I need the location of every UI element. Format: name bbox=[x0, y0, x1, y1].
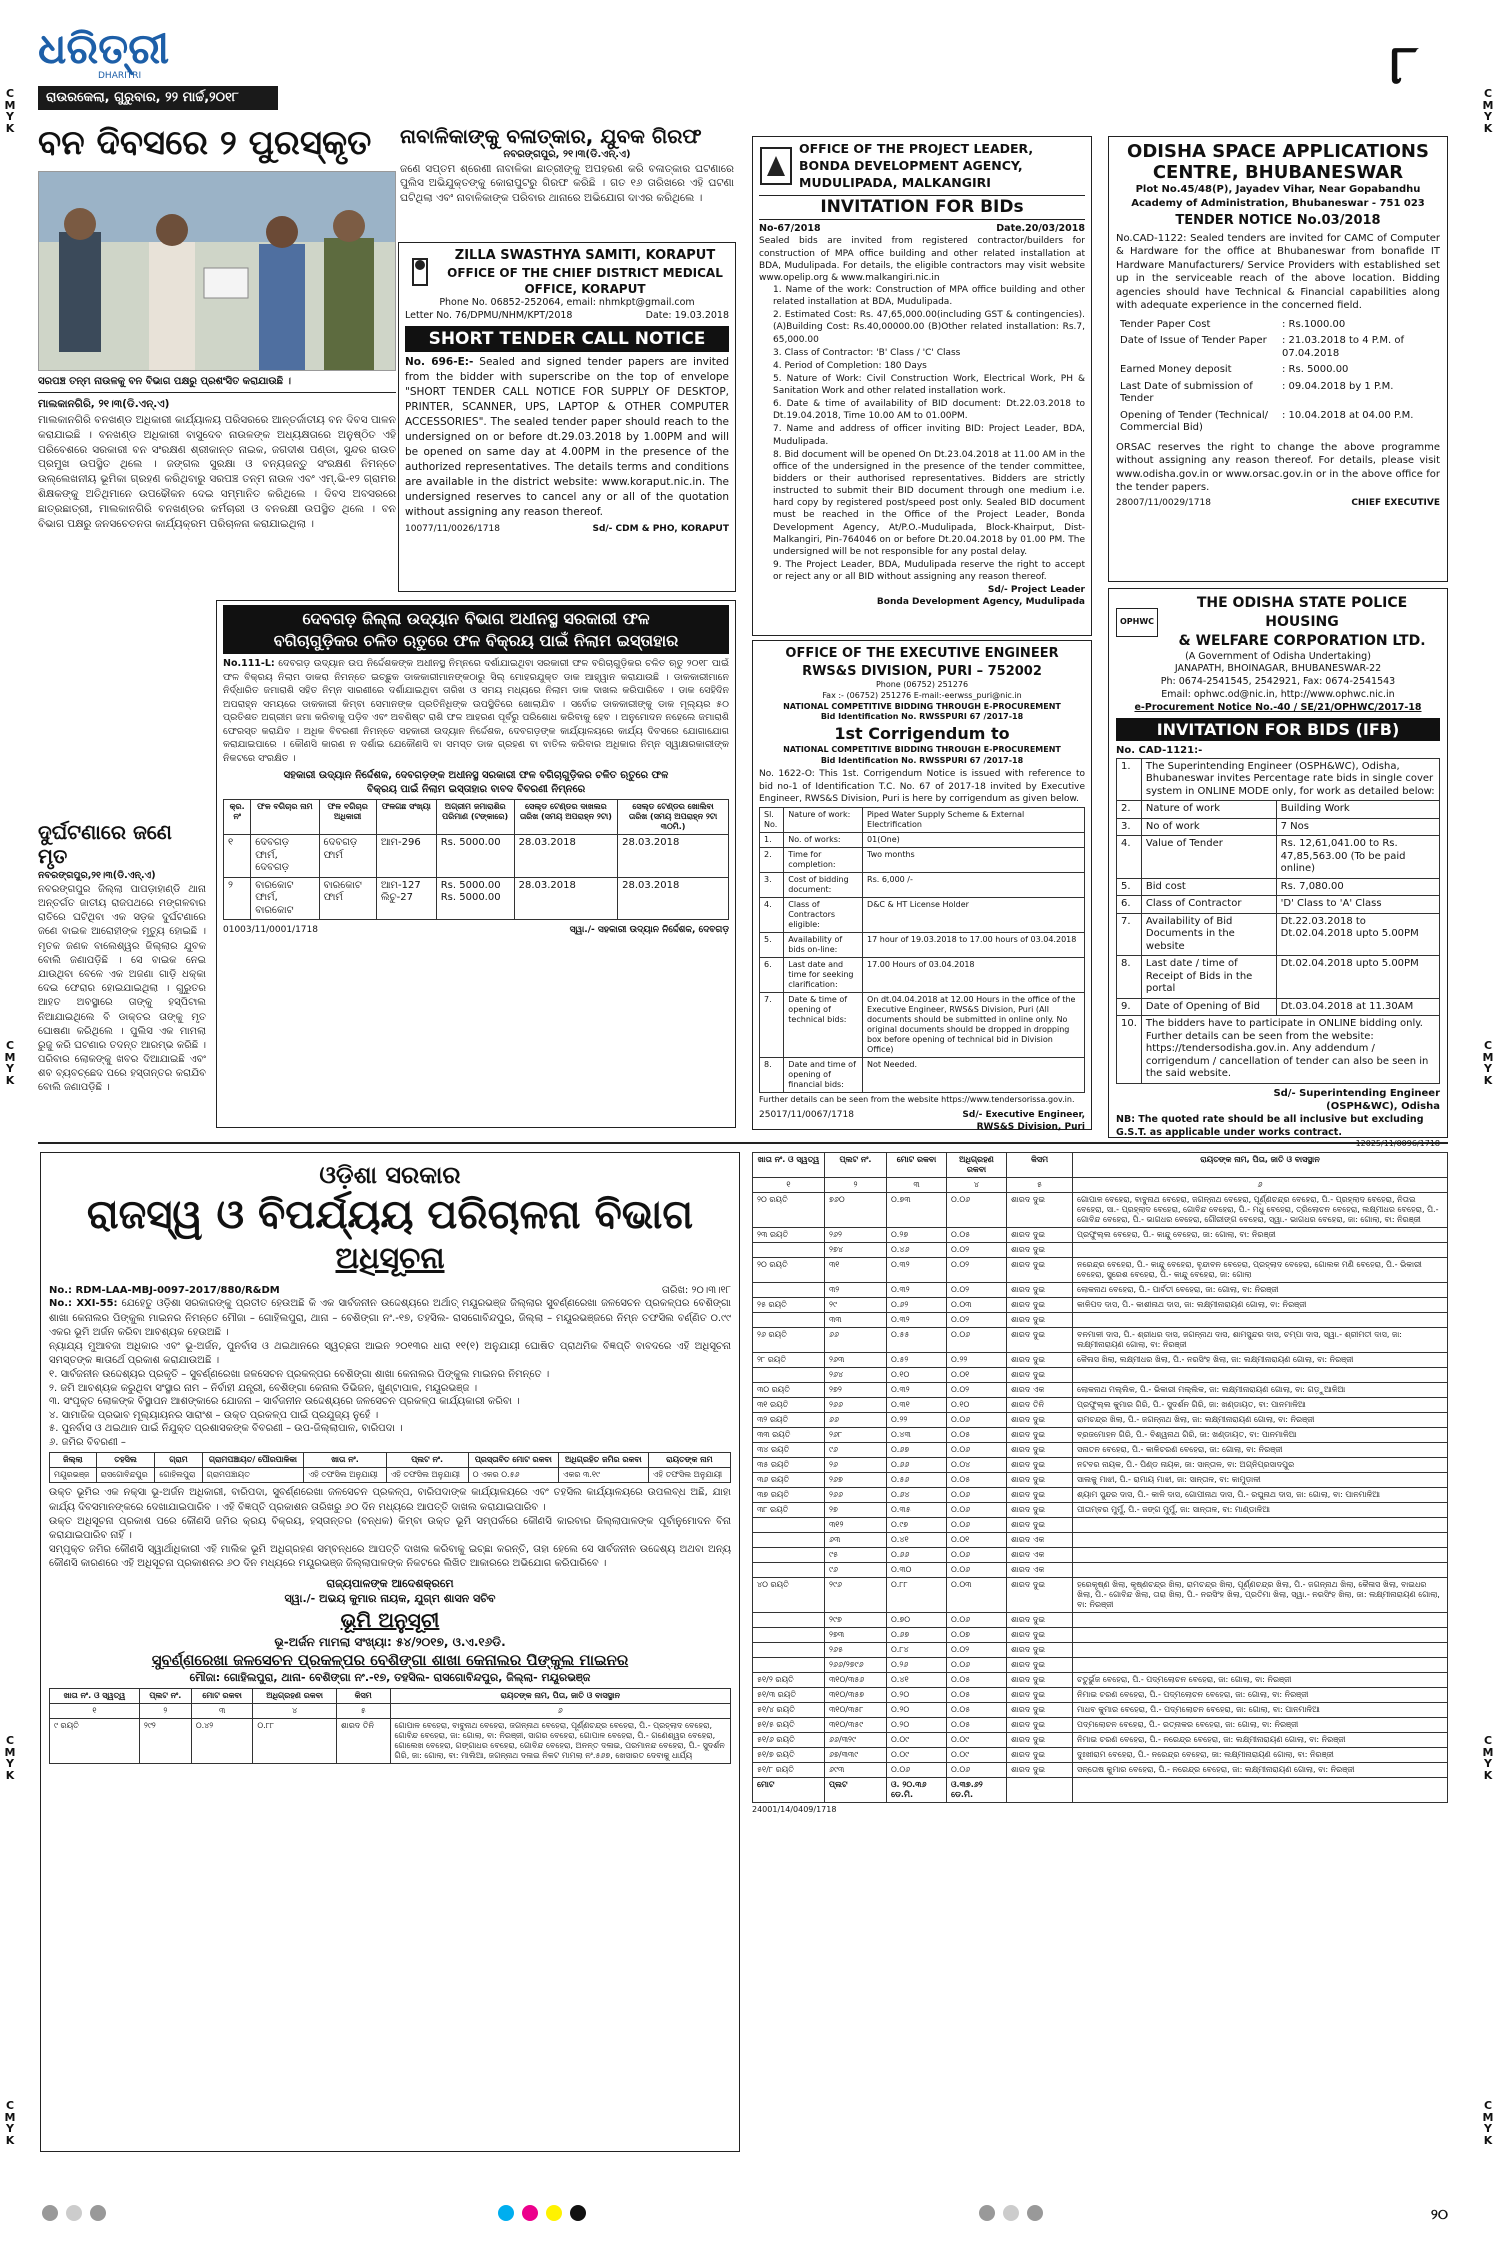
table-row: ୨୬୬/୨୭୯୬ ୦.୨୬ ୦.୦୬ ଶାରଦ ଦୁଇ bbox=[753, 1658, 1448, 1673]
table-row: ୫୧/୭ ରୟତି ୬୭/୩୩୯ ୦.୦୯ ୦.୦୯ ଶାରଦ ଦୁଇ ଦୁଃଖୀରାମ ବେହେରା, ପି.- ନରେନ୍ଦ୍ର ବେହେରା, ଜା: ଲକ୍ଷ୍ମୀନାରାୟଣ ଗୋଲା, ବା: ନିରଞ୍ଜୀ bbox=[753, 1748, 1448, 1763]
story-forest-day-caption: ସରପଞ୍ଚ ତନ୍ମ ନାଉଳକୁ ବନ ବିଭାଗ ପକ୍ଷରୁ ପ୍ରଶଂସିତ କରାଯାଉଛି । bbox=[38, 375, 396, 393]
osac-title: ODISHA SPACE APPLICATIONS bbox=[1127, 141, 1429, 162]
rws-line: Bid Identification No. RWSSPURI 67 /2017-18 bbox=[820, 712, 1024, 722]
table-row: ୧ ଦେବଗଡ଼ ଫାର୍ମ, ଦେବଗଡ଼ ଦେବଗଡ଼ ଫାର୍ମ ଆମ-296 Rs. 5000.00 28.03.2018 28.03.2018 bbox=[224, 835, 729, 878]
table-row: ୨୬୫ ୦.୮୪ ୦.୦୨ ଶାରଦ ଦୁଇ bbox=[753, 1643, 1448, 1658]
deogarh-banner: ଦେବଗଡ଼ ଜିଲ୍ଲା ଉଦ୍ୟାନ ବିଭାଗ ଅଧୀନସ୍ଥ ସରକାରୀ ଫଳ bbox=[302, 609, 650, 628]
table-header: କ୍ର. ନଂ ଫଳ ବଗିଚାର ନାମ ଫଳ ବଗିଚାର ଅଧିକାରୀ ଫଳଗଛ ସଂଖ୍ୟା ଅଗ୍ରୀମ ଜମାରାଶିର ପରିମାଣ (ଟଙ୍କାରେ) ସେଲ୍ଡ ଟେଣ୍ଡର ଦାଖଲର ତାରିଖ (ସମୟ ଅପରାହ୍ନ ୨ଟା) ସେଲ୍ଡ ଟେଣ୍ଡର ଖୋଲିବା ତାରିଖ (ସମୟ ଅପରାହ୍ନ ୨ଟା ୩୦ମି.) bbox=[224, 800, 729, 835]
rws-sign2: RWS&S Division, Puri bbox=[976, 1121, 1085, 1132]
zss-subtitle: OFFICE OF THE CHIEF DISTRICT MEDICAL OFFICE, KORAPUT bbox=[447, 265, 723, 296]
ophwc-title2: & WELFARE CORPORATION LTD. bbox=[1178, 632, 1426, 649]
table-row: 5. Bid cost Rs. 7,080.00 bbox=[1117, 878, 1440, 896]
rws-line: NATIONAL COMPETITIVE BIDDING THROUGH E-PROCUREMENT bbox=[783, 744, 1061, 754]
table-row: ୨୭୪ ୦.୪୬ ୦.୦୨ ଶାରଦ ଦୁଇ bbox=[753, 1243, 1448, 1258]
table-row: 9. Date of Opening of Bid Dt.03.04.2018 at 11.30AM bbox=[1117, 998, 1440, 1016]
masthead-dateline: ରାଉରକେଲା, ଗୁରୁବାର, ୨୨ ମାର୍ଚ୍ଚ,୨୦୧୮ bbox=[38, 86, 278, 110]
table-row: ୬୩ ୦.୪୧ ୦.୦୧ ଶାରଦ ଏକ bbox=[753, 1533, 1448, 1548]
land-schedule bbox=[752, 1152, 1448, 2152]
revenue-para5: ସମ୍ପୃକ୍ତ ଜମିର କୌଣସି ସ୍ୱାର୍ଥାଧିକାରୀ ଏହି ମାଲିକ ଭୂମି ଅଧିଗ୍ରହଣ ସମ୍ବନ୍ଧରେ ଆପତ୍ତି ଦାଖଲ କରିବାକୁ ଇଚ୍ଛା କରନ୍ତି, ତାହା ହେଲେ ସେ ସାର୍ବଜନୀନ ଉଦ୍ଦେଶ୍ୟ ଅଥବା ଅନ୍ୟ କୌଣସି କାରଣରେ ଏହି ଅଧିସୂଚନା ପ୍ରକାଶନର ୬୦ ଦିନ ମଧ୍ୟରେ ମୟୂରଭଞ୍ଜ ଜିଲ୍ଲାପାଳଙ୍କ ନିକଟରେ ଲିଖିତ ଆକାରରେ ଅଭିଯୋଗ କରିପାରିବେ । bbox=[49, 1544, 731, 1570]
deogarh-sign: ସ୍ୱା./- ସହକାରୀ ଉଦ୍ୟାନ ନିର୍ଦ୍ଦେଶକ, ଦେବଗଡ଼ bbox=[569, 925, 729, 936]
revenue-dept: ରାଜସ୍ୱ ଓ ବିପର୍ଯ୍ୟୟ ପରିଚାଳନା ବିଭାଗ bbox=[86, 1192, 694, 1239]
table-row: 2. Time for completion: Two months bbox=[760, 847, 1085, 872]
rws-phone: Phone (06752) 251276 bbox=[875, 680, 969, 690]
table-header: ଖାତା ନଂ. ଓ ସ୍ୱତ୍ୱ ପ୍ଲଟ ନଂ. ମୋଟ ରକବା ଅଧିଗ୍ରହଣ ରକବା କିସମ ରାୟତଙ୍କ ନାମ, ପିତା, ଜାତି ଓ ବାସସ୍ଥାନ bbox=[753, 1153, 1448, 1178]
bda-title3: MUDULIPADA, MALKANGIRI bbox=[799, 174, 991, 190]
ad-revenue-notification bbox=[40, 1152, 740, 2152]
revenue-schedule-table bbox=[49, 1688, 731, 1764]
table-row: Tender Paper Cost : Rs.1000.00 bbox=[1120, 318, 1346, 330]
table-row: 7. Date & time of opening of technical bids: On dt.04.04.2018 at 12.00 Hours in the office of the Executive Engineer, RWS&S Division, Puri (All documents should be submitted in online only. No original documents should be dropped in dropping box before opening of technical bid in Division Office) bbox=[760, 992, 1085, 1057]
ad-ophwc bbox=[1108, 588, 1448, 1138]
revenue-gov: ଓଡ଼ିଶା ସରକାର bbox=[319, 1161, 461, 1189]
story-forest-day-headline: ବନ ଦିବସରେ ୨ ପୁରସ୍କୃତ bbox=[38, 123, 372, 163]
table-row: ୩୭ ରୟତି ୨୬୬ ୦.୬୪ ୦.୦୬ ଶାରଦ ଦୁଇ ଶ୍ୟାମ ସୁନ୍ଦର ଦାସ, ପି.- କାଳି ଦାସ, ଗୋପୀନାଥ ଦାସ, ପି.- ରଘୁନାଥ ଦାସ, ଜା: ଗୋଲା, ବା: ପାନମାଳିଆ bbox=[753, 1488, 1448, 1503]
ophwc-nb: NB: The quoted rate should be all inclusive but excluding G.S.T. as applicable under works contract. bbox=[1116, 1113, 1424, 1138]
bda-items bbox=[759, 284, 1085, 583]
bda-sign: Sd/- Project Leader bbox=[987, 585, 1085, 596]
table-row: 4. Class of Contractors eligible: D&C & HT License Holder bbox=[760, 897, 1085, 932]
table-row: ୫୧/୨ ରୟତି ୩୧୦/୩୫୬ ୦.୪୧ ୦.୦୫ ଶାରଦ ଦୁଇ ଚତୁର୍ଭୁଜ ବେହେରା, ପି.- ପଦ୍ମଲୋଚନ ବେହେରା, ଜା: ଗୋଲା, ବା: ନିରଞ୍ଜୀ bbox=[753, 1673, 1448, 1688]
table-row: ୩୦ ରୟତି ୨୭୨ ୦.୩୨ ୦.୦୨ ଶାରଦ ଏକ ଲୋକନାଥ ମଲ୍ଲିକ, ପି.- ଭିକାରୀ ମଲ୍ଲିକ, ଜା: ଲକ୍ଷ୍ମୀନାରାୟଣ ଗୋଲା, ବା: ଗଡ଼ୁଆଳିଆ bbox=[753, 1383, 1448, 1398]
list-item: ୩. ସଂପୃକ୍ତ ଲୋକଙ୍କ ବିସ୍ଥାପନ ଆଶଙ୍କାରେ ଯୋଜନା – ସାର୍ବଜନୀନ ଉଦ୍ଦେଶ୍ୟରେ ଜଳସେଚନ ପ୍ରକଳ୍ପ କାର୍ଯ୍ୟକାରୀ କରିବା । bbox=[49, 1396, 520, 1408]
table-row: Last Date of submission of Tender : 09.04.2018 by 1 P.M. bbox=[1120, 380, 1394, 405]
bda-item: 8. Bid document will be opened On Dt.23.04.2018 at 11.00 AM in the office of the undersigned in the presence of the tender committee, bidders or their authorised representatives. Bidders are strictly instructed to submit their BID document through one medium i.e. hard copy by registered post/speed post only. Sealed BID document must be reached in the Office of the Project Leader, Bonda Development Agency, At/P.O.-Mudulipada, Block-Khairput, Dist- Malkangiri, Pin-764046 on or before Dt.20.04.2018 by 01.00 PM. The undersigned will be not responsible for any postal delay. bbox=[773, 449, 1086, 557]
story-arrest-body: ଜଣେ ସପ୍ତମ ଶ୍ରେଣୀ ନାବାଳିକା ଛାତ୍ରୀଙ୍କୁ ଅପହରଣ କରି ବଳାତ୍କାର ଘଟଣାରେ ପୁଲିସ ଅଭିଯୁକ୍ତଙ୍କୁ କୋରାପୁଟରୁ ଗିରଫ କରିଛି । ଗତ ୧୬ ତାରିଖରେ ଏହି ଘଟଣା ଘଟିଥିଲା ଏବଂ ନାବାଳିକାଙ୍କ ପରିବାର ଥାନାରେ ଅଭିଯୋଗ ଦାଏର କରିଥିଲେ । bbox=[400, 162, 734, 205]
story-accident bbox=[38, 820, 206, 1096]
revenue-points bbox=[49, 1368, 731, 1449]
table-row: ୩୧ ରୟତି ୨୬୬ ୦.୩୧ ୦.୧୦ ଶାରଦ ତିନି ପ୍ରଫୁଲ୍ଲ କୁମାର ଗିରି, ପି.- ସୁଦର୍ଶନ ଗିରି, ଜା: ଖଣ୍ଡାୟତ, ବା: ପାନମାଳିଆ bbox=[753, 1398, 1448, 1413]
revenue-date: ତାରିଖ: ୨୦।୩।୧୮ bbox=[661, 1284, 731, 1296]
bda-item: 7. Name and address of officer inviting BID: Project Leader, BDA, Mudulipada. bbox=[773, 424, 1085, 447]
rws-table bbox=[759, 807, 1085, 1093]
rws-ref: 25017/11/0067/1718 bbox=[759, 1109, 854, 1120]
osac-banner: TENDER NOTICE No.03/2018 bbox=[1175, 213, 1381, 229]
emblem-icon bbox=[405, 255, 435, 289]
bda-title2: BONDA DEVELOPMENT AGENCY, bbox=[799, 157, 1023, 173]
bda-date: Date.20/03/2018 bbox=[996, 222, 1085, 234]
table-row: ୯ ରୟତି ୨୯୨ ୦.୪୨ ୦.୮୮ ଶାରଦ ତିନି ଗୋପାଳ ବେହେରା, ବାବୁନାଥ ବେହେରା, ଜଗନ୍ନାଥ ବେହେରା, ପୂର୍ଣ୍ଣଚନ୍ଦ୍ର ବେହେରା, ପି.- ପ୍ରହ୍ଲାଦ ବେହେରା, ଗୋବିନ୍ଦ ବେହେରା, ଜା: ଗୋଲା, ବା: ନିରଞ୍ଜୀ, ସାଗର ବେହେରା, ଗୋପାଳ ବେହେରା, ପି.- ଗଣେଶ୍ୱର ବେହେରା, ଗୋଲେଖ ବେହେରା, ଗଙ୍ଗାଧର ବେହେରା, ଗୋବିନ୍ଦ ବେହେରା, ଅନନ୍ତ ଦଳାଇ, ପରମାନନ୍ଦ ବେହେରା, ପି.- ସୁଦର୍ଶନ ଗିରି, ଜା: ଗୋଲା, ବା: ମାଲିଆ, ଜଗନ୍ନାଥ ଦଳାଇ ନିକଟ ମାମଲା ନଂ.୫୬୭, ଖେସାରତ ଦେବାକୁ ଧାର୍ଯ୍ୟ bbox=[50, 1719, 731, 1764]
revenue-type: ଅଧିସୂଚନା bbox=[335, 1241, 445, 1277]
list-item: ୧. ସାର୍ବଜନୀନ ଉଦ୍ଦେଶ୍ୟର ପ୍ରକୃତି – ସୁବର୍ଣ୍ଣରେଖା ଜଳସେଚନ ପ୍ରକଳ୍ପର ବେଶିଙ୍ଗା ଶାଖା କେନାଲର ପିଙ୍କୁଲ ମାଇନର ନିମନ୍ତେ । bbox=[49, 1369, 550, 1381]
land-schedule-table bbox=[752, 1152, 1448, 1803]
ophwc-line: JANAPATH, BHOINAGAR, BHUBANESWAR-22 bbox=[1174, 663, 1382, 675]
deogarh-subtitle: ସହକାରୀ ଉଦ୍ୟାନ ନିର୍ଦ୍ଦେଶକ, ଦେବଗଡ଼ଙ୍କ ଅଧୀନସ୍ଥ ସରକାରୀ ଫଳ ବଗିଚାଗୁଡ଼ିକର ଚଳିତ ଋତୁରେ ଫଳ bbox=[283, 770, 669, 782]
story-accident-body: ନବରଙ୍ଗପୁର ଜିଲ୍ଲା ପାପଡ଼ାହାଣ୍ଡି ଥାନା ଅନ୍ତର୍ଗତ ଜାତୀୟ ରାଜପଥରେ ମଙ୍ଗଳବାର ରାତିରେ ଘଟିଥିବା ଏକ ସଡ଼କ ଦୁର୍ଘଟଣାରେ ଜଣେ ବାଇକ ଆରୋହୀଙ୍କ ମୃତ୍ୟୁ ହୋଇଛି । ମୃତକ ଜଣକ ବାଲେଶ୍ୱର ଜିଲ୍ଲାର ଯୁବକ ବୋଲି ଜଣାପଡ଼ିଛି । ସେ ବାଇକ ନେଇ ଯାଉଥିବା ବେଳେ ଏକ ଅଜଣା ଗାଡ଼ି ଧକ୍କା ଦେଇ ଫେରାର ହୋଇଯାଇଥିଲା । ଗୁରୁତର ଆହତ ଅବସ୍ଥାରେ ତାଙ୍କୁ ହସ୍ପିଟାଲ ନିଆଯାଇଥିଲେ ବି ଡାକ୍ତର ତାଙ୍କୁ ମୃତ ଘୋଷଣା କରିଥିଲେ । ପୁଲିସ ଏକ ମାମଲା ରୁଜୁ କରି ଘଟଣାର ତଦନ୍ତ ଆରମ୍ଭ କରିଛି । ପରିବାର ଲୋକଙ୍କୁ ଖବର ଦିଆଯାଇଛି ଏବଂ ଶବ ବ୍ୟବଚ୍ଛେଦ ପରେ ହସ୍ତାନ୍ତର କରାଯିବ ବୋଲି ଜଣାପଡ଼ିଛି । bbox=[38, 883, 206, 1094]
ophwc-line: Ph: 0674-2541545, 2542921, Fax: 0674-2541543 bbox=[1160, 676, 1396, 688]
table-row: ୫୧/୬ ରୟତି ୬୬/୩୨୯ ୦.୦୯ ୦.୦୯ ଶାରଦ ଦୁଇ ନିମାଇ ଚରଣ ବେହେରା, ପି.- ନରେନ୍ଦ୍ର ବେହେରା, ଜା: ଲକ୍ଷ୍ମୀନାରାୟଣ ଗୋଲା, ବା: ନିରଞ୍ଜୀ bbox=[753, 1733, 1448, 1748]
revenue-schedule-title: ଭୂମି ଅନୁସୂଚୀ bbox=[340, 1608, 440, 1633]
bda-item: 1. Name of the work: Construction of MPA office building and other related installation at BDA, Mudulipada. bbox=[773, 284, 1086, 308]
cmyk-mark-left-bot: C M Y K bbox=[4, 2099, 16, 2147]
registration-marks-right bbox=[975, 2205, 1047, 2225]
table-total-row: ମୋଟ ପ୍ଲଟ ଓ. ୨୦.୩୬ ଡେ.ମି. ଓ.୩୭.୬୨ ଡେ.ମି. bbox=[753, 1778, 1448, 1803]
bda-title: OFFICE OF THE PROJECT LEADER, bbox=[799, 141, 1034, 156]
ophwc-logo: OPHWC bbox=[1116, 608, 1158, 637]
bda-item: 3. Class of Contractor: 'B' Class / 'C' Class bbox=[773, 347, 961, 358]
table-row: 5. Availability of bids on-line: 17 hour of 19.03.2018 to 17.00 hours of 03.04.2018 bbox=[760, 932, 1085, 957]
table-row: ୩୮ ରୟତି ୨୭ ୦.୩୫ ୦.୦୬ ଶାରଦ ଦୁଇ ପୀତାମ୍ବର ମୁର୍ମୁ, ପି.- ଜଙ୍ଗ ମୁର୍ମୁ, ଜା: ସାନ୍ତାଳ, ବା: ମାଣ୍ଡାଳିଆ bbox=[753, 1503, 1448, 1518]
page-footer bbox=[38, 2200, 1448, 2230]
bda-sign2: Bonda Development Agency, Mudulipada bbox=[876, 597, 1085, 608]
zss-letter: Letter No. 76/DPMU/NHM/KPT/2018 bbox=[405, 309, 573, 321]
table-row: ୩୬ ରୟତି ୨୬୭ ୦.୫୬ ୦.୦୫ ଶାରଦ ଦୁଇ ସାଲକୁ ମାଝୀ, ପି.- ରାମାୟ ମାଝୀ, ଜା: ସାନ୍ତାଳ, ବା: କାମୁଡ଼ାଳୀ bbox=[753, 1473, 1448, 1488]
story-arrest-headline: ନାବାଳିକାଙ୍କୁ ବଳାତ୍କାର, ଯୁବକ ଗିରଫ bbox=[400, 124, 702, 148]
story-accident-dateline: ନବରଙ୍ଗପୁର,୨୧।୩(ଡି.ଏନ୍.ଏ) bbox=[38, 870, 156, 881]
story-arrest-dateline: ନବରଙ୍ଗପୁର, ୨୧।୩(ଡି.ଏନ୍.ଏ) bbox=[503, 149, 631, 160]
table-row: ୨୭୩ ୦.୬୭ ୦.୦୭ ଶାରଦ ଦୁଇ bbox=[753, 1628, 1448, 1643]
story-accident-headline: ଦୁର୍ଘଟଣାରେ ଜଣେ ମୃତ bbox=[38, 820, 172, 868]
revenue-order: ରାଜ୍ୟପାଳଙ୍କ ଆଦେଶକ୍ରମେ bbox=[326, 1577, 454, 1591]
table-row: ୧ ୨ ୩ ୪ ୫ ୬ bbox=[50, 1704, 731, 1719]
cmyk-mark-right-bot: C M Y K bbox=[1482, 2099, 1494, 2147]
ophwc-title: THE ODISHA STATE POLICE HOUSING bbox=[1196, 595, 1408, 630]
osac-sign: CHIEF EXECUTIVE bbox=[1351, 497, 1440, 508]
rws-intro: No. 1622-O: This 1st. Corrigendum Notice is issued with reference to bid no-1 of Identification T.C. No. 67 of 2017-18 invited by Executive Engineer, RWS&S Division, Puri is here by corrigendum as given below. bbox=[759, 769, 1085, 804]
deogarh-banner2: ବଗିଚାଗୁଡ଼ିକର ଚଳିତ ଋତୁରେ ଫଳ ବିକ୍ରୟ ପାଇଁ ନିଲାମ ଇସ୍ତାହାର bbox=[273, 630, 679, 650]
story-forest-day-dateline: ମାଲକାନଗିରି, ୨୧।୩(ଡି.ଏନ୍.ଏ) bbox=[38, 397, 170, 410]
table-row: 1. No. of works: 01(One) bbox=[760, 832, 1085, 847]
ad-zss-koraput bbox=[398, 242, 736, 592]
bda-banner: INVITATION FOR BIDs bbox=[759, 195, 1085, 220]
bda-logo-icon bbox=[759, 146, 793, 186]
masthead-logo-sub: DHARITRI bbox=[98, 71, 142, 81]
table-row: 7. Availability of Bid Documents in the website Dt.22.03.2018 to Dt.02.04.2018 upto 5.00PM bbox=[1117, 913, 1440, 956]
deogarh-no: No.111-L: bbox=[223, 658, 275, 670]
ophwc-sign: Sd/- Superintending Engineer bbox=[1273, 1087, 1440, 1099]
rws-banner: 1st Corrigendum to bbox=[834, 724, 1010, 744]
cmyk-mark-left-low: C M Y K bbox=[4, 1734, 16, 1782]
masthead bbox=[38, 24, 298, 118]
table-row: 8. Last date / time of Receipt of Bids in the portal Dt.02.04.2018 upto 5.00PM bbox=[1117, 956, 1440, 999]
rws-foot: Further details can be seen from the website https://www.tendersorissa.gov.in. bbox=[759, 1094, 1075, 1104]
table-row: Sl. No. Nature of work: Piped Water Supply Scheme & External Electrification bbox=[760, 807, 1085, 832]
table-row: ୯୬ ୦.୩୦ ୦.୦୬ ଶାରଦ ଏକ bbox=[753, 1563, 1448, 1578]
deogarh-body: ଦେବଗଡ଼ ଉଦ୍ୟାନ ଉପ ନିର୍ଦ୍ଦେଶକଙ୍କ ଅଧୀନସ୍ଥ ନିମ୍ନରେ ଦର୍ଶାଯାଇଥିବା ସରକାରୀ ଫଳ ବଗିଚାଗୁଡ଼ିକର ଚଳିତ ଋତୁ ୨୦୧୮ ପାଇଁ ଫଳ ବିକ୍ରୟ ନିଲାମ ଡାକରା ନିମନ୍ତେ ଇଚ୍ଛୁକ ଡାକକାରୀମାନଙ୍କଠାରୁ ସିଲ୍ ମୋହରଯୁକ୍ତ ଡାକ ଆହ୍ୱାନ କରାଯାଉଛି । ଡାକକାରୀମାନେ ନିର୍ଦ୍ଧାରିତ ଜମାରାଶି ସହିତ ନିମ୍ନ ସାରଣୀରେ ଦର୍ଶାଯାଇଥିବା ତାରିଖ ଓ ସମୟ ମଧ୍ୟରେ ନିଲାମ ଡାକ ଦାଖଲ କରିପାରିବେ । ଡାକ ସେହିଦିନ ଅପରାହ୍ନ ସମୟରେ ଡାକକାରୀ କିମ୍ବା ସେମାନଙ୍କ ପ୍ରତିନିଧିଙ୍କ ଉପସ୍ଥିତିରେ ଖୋଲାଯିବ । ସର୍ବୋଚ୍ଚ ଡାକକାରୀଙ୍କୁ ଡାକ ମୂଲ୍ୟର ୫୦ ପ୍ରତିଶତ ଅଗ୍ରୀମ ଜମା କରିବାକୁ ପଡ଼ିବ ଏବଂ ଅବଶିଷ୍ଟ ରାଶି ଫଳ ଆହରଣ ପୂର୍ବରୁ ପରିଶୋଧ କରିବାକୁ ହେବ । ଅନୁମୋଦନ ନହେଲେ ଜମାରାଶି ଫେରସ୍ତ କରାଯିବ । ଅଧିକ ବିବରଣୀ ନିମନ୍ତେ ସହକାରୀ ଉଦ୍ୟାନ ନିର୍ଦ୍ଦେଶକ, ଦେବଗଡ଼ଙ୍କ କାର୍ଯ୍ୟାଳୟରେ କାର୍ଯ୍ୟ ଦିବସରେ ଯୋଗାଯୋଗ କରାଯାଇପାରେ । କୌଣସି କାରଣ ନ ଦର୍ଶାଇ ଯେକୌଣସି ବା ସମସ୍ତ ଡାକ ଗ୍ରହଣ ବା ବାତିଲ କରିବାର ଅଧିକାର ନିମ୍ନ ସ୍ୱାକ୍ଷରକାରୀଙ୍କ ନିକଟରେ ସଂରକ୍ଷିତ । bbox=[223, 658, 729, 764]
rws-sign: Sd/- Executive Engineer, bbox=[962, 1109, 1085, 1120]
osac-address2: Academy of Administration, Bhubaneswar - 751 023 bbox=[1131, 197, 1425, 209]
ophwc-table bbox=[1116, 758, 1440, 1084]
section-divider bbox=[38, 1142, 1448, 1144]
revenue-ref: No.: RDM-LAA-MBJ-0097-2017/880/R&DM bbox=[49, 1284, 280, 1296]
schedule-ref: 24001/14/0409/1718 bbox=[752, 1805, 837, 1814]
deogarh-subtitle2: ବିକ୍ରୟ ପାଇଁ ନିଲାମ ଇସ୍ତାହାର ବାବଦ ବିବରଣୀ ନିମ୍ନରେ bbox=[366, 783, 586, 795]
table-row: Date of Issue of Tender Paper : 21.03.2018 to 4 P.M. of 07.04.2018 bbox=[1120, 335, 1405, 359]
page-number: ୨୦ bbox=[1430, 2206, 1448, 2223]
table-row: 8. Date and time of opening of financial bids: Not Needed. bbox=[760, 1057, 1085, 1092]
osac-foot: ORSAC reserves the right to change the above programme without assigning any reason thereof. For details, please visit www.odisha.gov.in or www.orsac.gov.in or in the above office for the tender papers. bbox=[1116, 441, 1440, 494]
table-row: 1. The Superintending Engineer (OSPH&WC), Odisha, Bhubaneswar invites Percentage rate bids in single cover system in ONLINE MODE only, for work as detailed below: bbox=[1117, 758, 1440, 801]
list-item: ୨. ଜମି ଆବଶ୍ୟକ କରୁଥିବା ସଂସ୍ଥାର ନାମ – ନିର୍ବାହୀ ଯନ୍ତ୍ରୀ, ବେଶିଙ୍ଗା କେନାଲ ଡିଭିଜନ, ଖୁଣ୍ଟାପାଳ, ମୟୂରଭଞ୍ଜ । bbox=[49, 1382, 478, 1394]
table-row: 10. The bidders have to participate in ONLINE bidding only. Further details can be seen from the website: https://tendersodisha.gov.in. Any addendum / corrigendum / cancellation of tender can also be seen in the said website. bbox=[1117, 1016, 1440, 1084]
osac-address: Plot No.45/48(P), Jayadev Vihar, Near Gopabandhu bbox=[1135, 184, 1421, 196]
ophwc-sign2: (OSPH&WC), Odisha bbox=[1326, 1101, 1440, 1113]
table-row: ୩୩ ୦.୩୨ ୦.୦୨ ଶାରଦ ଦୁଇ bbox=[753, 1313, 1448, 1328]
rws-line: Bid Identification No. RWSSPURI 67 /2017-18 bbox=[820, 755, 1024, 765]
masthead-logo: ଧରିତ୍ରୀ bbox=[38, 24, 170, 73]
list-item: ୬. ଜମିର ବିବରଣୀ – bbox=[49, 1436, 126, 1448]
revenue-para1: ଯେହେତୁ ଓଡ଼ିଶା ସରକାରଙ୍କୁ ପ୍ରତୀତ ହେଉଅଛି କି ଏକ ସାର୍ବଜନୀନ ଉଦ୍ଦେଶ୍ୟରେ ଅର୍ଥାତ୍ ମୟୂରଭଞ୍ଜ ଜିଲ୍ଲାର ସୁବର୍ଣ୍ଣରେଖା ଜଳସେଚନ ପ୍ରକଳ୍ପର ବେଶିଙ୍ଗା ଶାଖା କେନାଲର ପିଙ୍କୁଲ ମାଇନର ନିମନ୍ତେ ମୌଜା – ଗୋହିଲପୁରା, ଥାନା – ବେଶିଙ୍ଗା ନଂ.-୧୭, ତହସିଲ- ରାସଗୋବିନ୍ଦପୁର, ଜିଲ୍ଲା – ମୟୂରଭଞ୍ଜରେ ନିମ୍ନ ତଫସିଲ ବର୍ଣ୍ଣିତ ୦.୯୯ ଏକର ଭୂମି ଅର୍ଜନ କରିବା ଆବଶ୍ୟକ ହେଉଅଛି । bbox=[49, 1298, 731, 1338]
table-row: ୧ ୨ ୩ ୪ ୫ ୬ bbox=[753, 1178, 1448, 1193]
table-row: ୨୩ ରୟତି ୨୬୨ ୦.୨୭ ୦.୦୫ ଶାରଦ ଦୁଇ ପ୍ରଫୁଲ୍ଲ ବେହେରା, ପି.- କାନ୍ଦୁ ବେହେରା, ଜା: ଗୋଲା, ବା: ନିରଞ୍ଜୀ bbox=[753, 1228, 1448, 1243]
bda-intro: Sealed bids are invited from registered contractor/builders for construction of MPA office building and other related installation at BDA, Mudulipada. For details, the eligible contractors may visit website www.opelip.org & www.malkangiri.nic.in bbox=[759, 236, 1085, 283]
ad-bda-malkangiri bbox=[752, 136, 1092, 636]
bda-item: 9. The Project Leader, BDA, Mudulipada reserve the right to accept or reject any or all BID without assigning any reason thereof. bbox=[773, 560, 1085, 583]
table-row: ୨୬ ରୟତି ୬୬ ୦.୫୫ ୦.୦୬ ଶାରଦ ଦୁଇ ବନମାଳୀ ଦାସ, ପି.- ଶ୍ରୀଧର ଦାସ, ଜଗନ୍ନାଥ ଦାସ, ଶାମସୁନ୍ଦର ଦାସ, ଚମ୍ପା ଦାସ, ସ୍ୱା.- ଶ୍ରୀମତୀ ଦାସ, ଜା: ଲକ୍ଷ୍ମୀନାରାୟଣ ଗୋଲା, ବା: ନିରଞ୍ଜୀ bbox=[753, 1328, 1448, 1353]
zss-title: ZILLA SWASTHYA SAMITI, KORAPUT bbox=[454, 248, 716, 263]
table-row: ୫୧/୩ ରୟତି ୩୧୦/୩୫୭ ୦.୨୦ ୦.୦୫ ଶାରଦ ଦୁଇ ନିମାଇ ଚରଣ ବେହେରା, ପି.- ପଦ୍ମଲୋଚନ ବେହେରା, ଜା: ଗୋଲା, ବା: ନିରଞ୍ଜୀ bbox=[753, 1688, 1448, 1703]
table-row: ୫୧/୫ ରୟତି ୩୧୦/୩୫୯ ୦.୨୦ ୦.୦୫ ଶାରଦ ଦୁଇ ପଦ୍ମଲୋଚନ ବେହେରା, ପି.- ରତ୍ନାକର ବେହେରା, ଜା: ଗୋଲା, ବା: ନିରଞ୍ଜୀ bbox=[753, 1718, 1448, 1733]
ophwc-line: Email: ophwc.od@nic.in, http://www.ophwc.nic.in bbox=[1161, 689, 1395, 701]
table-row: ୩୩ ରୟତି ୨୬୮ ୦.୪୩ ୦.୦୫ ଶାରଦ ଦୁଇ ବ୍ରଜମୋହନ ଗିରି, ପି.- ବିଶ୍ୱନାଥ ଗିରି, ଜା: ଖଣ୍ଡାୟତ, ବା: ପାନମାଳିଆ bbox=[753, 1428, 1448, 1443]
ophwc-banner: INVITATION FOR BIDS (IFB) bbox=[1116, 718, 1440, 742]
table-header: ଖାତା ନଂ. ଓ ସ୍ୱତ୍ୱ ପ୍ଲଟ ନଂ. ମୋଟ ରକବା ଅଧିଗ୍ରହଣ ରକବା କିସମ ରାୟତଙ୍କ ନାମ, ପିତା, ଜାତି ଓ ବାସସ୍ଥାନ bbox=[50, 1689, 731, 1704]
bda-no: No-67/2018 bbox=[759, 222, 821, 234]
table-row: ୨୬୪ ୦.୧୦ ୦.୦୧ ଶାରଦ ଦୁଇ bbox=[753, 1368, 1448, 1383]
rws-title: OFFICE OF THE EXECUTIVE ENGINEER bbox=[785, 646, 1059, 661]
table-row: ମୟୂରଭଞ୍ଜ ରାସଗୋବିନ୍ଦପୁର ଗୋହିଲପୁରା ଗ୍ରାମପଞ୍ଚାୟତ ଏହି ତଫସିଲ ଅନୁଯାୟୀ ଏହି ତଫସିଲ ଅନୁଯାୟୀ ୦ ଏକର ୦.୫୬ ଏକର ୩.୧୯ ଏହି ତଫସିଲ ଅନୁଯାୟୀ bbox=[50, 1468, 731, 1483]
table-row: ୨୦ ରୟତି ୭୬୦ ୦.୭୩ ୦.୦୬ ଶାରଦ ଦୁଇ ଗୋପାଳ ବେହେରା, ବାବୁନାଥ ବେହେରା, ଜଗନ୍ନାଥ ବେହେରା, ପୂର୍ଣ୍ଣଚନ୍ଦ୍ର ବେହେରା, ପି.- ପ୍ରହ୍ଲାଦ ବେହେରା, ନିତାଇ ବେହେରା, ସା.- ପ୍ରହ୍ଲାଦ ବେହେରା, ଗୋବିନ୍ଦ ବେହେରା, ପି.- ମଧୁ ବେହେରା, ତ୍ରିଲୋଚନ ବେହେରା, ଲକ୍ଷ୍ମୀଧର ବେହେରା, ପି.- ଗୋବିନ୍ଦ ବେହେରା, ପି.- ଭାଗଧର ବେହେରା, ଗୌରୀଙ୍ଗ ବେହେରା, ସ୍ୱା.- ଭାଗଧର ବେହେରା, ଜା: ଗୋଲା, ବା: ନିରଞ୍ଜୀ bbox=[753, 1193, 1448, 1228]
registration-marks bbox=[38, 2205, 110, 2225]
zss-body: Sealed and signed tender papers are invited from the bidder with superscribe on the top of envelope "SHORT TENDER CALL NOTICE FOR SUPPLY OF DESKTOP, PRINTER, SCANNER, UPS, LAPTOP & OTHER COMPUTER ACCESSORIES". The sealed tender paper should reach to the undersigned on or before dt.29.03.2018 by 1.00PM and will be opened on same day at 4.00PM in the presence of the authorized representatives. The details terms and conditions are available in the district website: www.koraput.nic.in. The undersigned reserves to cancel any or all of the quotation without assigning any reason thereof. bbox=[405, 356, 730, 518]
table-row: Earned Money deposit : Rs. 5000.00 bbox=[1120, 364, 1349, 376]
color-dots bbox=[494, 2205, 590, 2225]
deogarh-table bbox=[223, 799, 729, 920]
table-row: 3. Cost of bidding document: Rs. 6,000 /- bbox=[760, 872, 1085, 897]
revenue-land-table bbox=[49, 1452, 731, 1483]
table-row: ୨ ବାରକୋଟ ଫାର୍ମ, ବାରକୋଟ ବାରକୋଟ ଫାର୍ମ ଆମ-127 ଲିଚୁ-27 Rs. 5000.00 Rs. 5000.00 28.03.2018 28.03.2018 bbox=[224, 877, 729, 920]
cmyk-mark-right-top: C M Y K bbox=[1482, 87, 1494, 135]
table-row: ୩୪ ରୟତି ୯୬ ୦.୬୭ ୦.୦୬ ଶାରଦ ଦୁଇ ସନାତନ ବେହେରା, ପି.- କାଳିଚରଣ ବେହେରା, ଜା: ଗୋଲା, ବା: ନିରଞ୍ଜୀ bbox=[753, 1443, 1448, 1458]
table-row: ୩୫ ରୟତି ୨୬ ୦.୬୬ ୦.୦୪ ଶାରଦ ଦୁଇ ନଟବର ନାୟକ, ପି.- ପିଣ୍ଡ ନାୟକ, ଜା: ସାନ୍ତାଳ, ବା: ଅଗ୍ନିପ୍ରସାଦପୁର bbox=[753, 1458, 1448, 1473]
table-row: ୩୧୨ ୦.୯୭ ୦.୦୬ ଶାରଦ ଦୁଇ bbox=[753, 1518, 1448, 1533]
revenue-mouza: ମୌଜା: ଗୋହିଲପୁରା, ଥାନା- ବେଶିଙ୍ଗା ନଂ.-୧୭, ତହସିଲ- ରାସଗୋବିନ୍ଦପୁର, ଜିଲ୍ଲା- ମୟୂରଭଞ୍ଜ bbox=[189, 1670, 591, 1684]
cmyk-mark-left-top: C M Y K bbox=[4, 87, 16, 135]
revenue-para2: ନ୍ୟାଯ୍ୟ ମୁଆବଜା ଅଧିକାର ଏବଂ ଭୂ-ଅର୍ଜନ, ପୁନର୍ବାସ ଓ ଥଇଥାନରେ ସ୍ୱଚ୍ଛତା ଆଇନ ୨୦୧୩ର ଧାରା ୧୧(୧) ଅନୁଯାୟୀ ଘୋଷିତ ପ୍ରାଥମିକ ବିଜ୍ଞପ୍ତି ବାବଦରେ ଏହି ଅଧିସୂଚନା ସମସ୍ତଙ୍କ ଜ୍ଞାତାର୍ଥେ ପ୍ରକାଶ କରାଯାଉଅଛି । bbox=[49, 1340, 731, 1367]
revenue-canal: ସୁବର୍ଣ୍ଣରେଖା ଜଳସେଚନ ପ୍ରକଳ୍ପର ବେଶିଙ୍ଗା ଶାଖା କେନାଲର ପିଙ୍କୁଲ ମାଇନର bbox=[151, 1651, 629, 1670]
table-row: ୩୨ ୦.୩୨ ୦.୦୨ ଶାରଦ ଦୁଇ ଲୋକନାଥ ବେହେରା, ପି.- ପାର୍ବତୀ ବେହେରା, ଜା: ଗୋଲା, ବା: ନିରଞ୍ଜୀ bbox=[753, 1283, 1448, 1298]
rws-title2: RWS&S DIVISION, PURI – 752002 bbox=[802, 663, 1042, 679]
ad-rwss-puri bbox=[752, 640, 1092, 1130]
table-row: 6. Last date and time for seeking clarification: 17.00 Hours of 03.04.2018 bbox=[760, 957, 1085, 992]
cmyk-mark-right-mid: C M Y K bbox=[1482, 1039, 1494, 1087]
story-forest-day-body: ମାଲକାନଗିରି ବନଖଣ୍ଡ ଅଧିକାରୀ କାର୍ଯ୍ୟାଳୟ ପରିସରରେ ଆନ୍ତର୍ଜାତୀୟ ବନ ଦିବସ ପାଳନ କରାଯାଇଛି । ବନଖଣ୍ଡ ଅଧିକାରୀ ବାସୁଦେବ ନାଉଳଙ୍କ ଅଧ୍ୟକ୍ଷତାରେ ଅନୁଷ୍ଠିତ ଏହି ପରିବେଶରେ ସରକାରୀ ବନ ସଂରକ୍ଷଣ ଶ୍ରୀକାନ୍ତ ନାଇକ, ଜଗଦୀଶ ପଣ୍ଡା, ସୁନ୍ଦର ରାଉତ ପ୍ରମୁଖ ଉପସ୍ଥିତ ଥିଲେ । ଜଙ୍ଗଲ ସୁରକ୍ଷା ଓ ବନ୍ୟଜନ୍ତୁ ସଂରକ୍ଷଣ ନିମନ୍ତେ ଉଲ୍ଲେଖନୀୟ ଭୂମିକା ଗ୍ରହଣ କରିଥିବାରୁ ସରପଞ୍ଚ ତନ୍ମ ନାଉଳ ଏବଂ ଏମ୍.ଭି-୧୨ ଗ୍ରାମର ଶିକ୍ଷକଙ୍କୁ ଅତିଥିମାନେ ଉପଢୌକନ ଦେଇ ସମ୍ମାନିତ କରିଥିଲେ । ଦିବସ ଅବସରରେ ଛାତ୍ରଛାତ୍ରୀ, ମାଲକାନଗିରି ବନଖଣ୍ଡର କର୍ମଚାରୀ ଓ ବନରକ୍ଷୀ ଉପସ୍ଥିତ ଥିଲେ । ବନ ବିଭାଗ ପକ୍ଷରୁ ଜନସଚେତନତା କାର୍ଯ୍ୟକ୍ରମ ପରିଚାଳନା କରାଯାଇଥିଲା । bbox=[38, 413, 396, 531]
table-header: ଜିଲ୍ଲା ତହସିଲ ଗ୍ରାମ ଗ୍ରାମପଞ୍ଚାୟତ/ ପୌରପାଳିକା ଖାତା ନଂ. ପ୍ଲଟ ନଂ. ପ୍ରସ୍ତାବିତ ମୋଟ ରକବା ଅଧିଗ୍ରହିତ ଜମିର ରକବା ରାୟତଙ୍କ ନାମ bbox=[50, 1453, 731, 1468]
ophwc-no: No. CAD-1121:- bbox=[1116, 745, 1203, 757]
rws-line: NATIONAL COMPETITIVE BIDDING THROUGH E-PROCUREMENT bbox=[783, 701, 1061, 711]
zss-date: Date: 19.03.2018 bbox=[645, 309, 729, 321]
table-row: Opening of Tender (Technical/ Commercial Bid) : 10.04.2018 at 04.00 P.M. bbox=[1120, 409, 1414, 434]
bda-item: 2. Estimated Cost: Rs. 47,65,000.00(including GST & contingencies). (A)Building Cost: Rs.40,00000.00 (B)Other related installation: Rs.7, 65,000.00 bbox=[773, 310, 1086, 345]
osac-ref: 28007/11/0029/1718 bbox=[1116, 497, 1211, 508]
zss-ref: 10077/11/0026/1718 bbox=[405, 524, 500, 535]
ophwc-line: (A Government of Odisha Undertaking) bbox=[1185, 650, 1371, 662]
table-row: 2. Nature of work Building Work bbox=[1117, 801, 1440, 819]
zss-sign: Sd/- CDM & PHO, KORAPUT bbox=[592, 524, 729, 535]
revenue-case: ଭୂ-ଅର୍ଜନ ମାମଲା ସଂଖ୍ୟା: ୫୪/୨୦୧୭, ଓ.ଏ.୧୬ଡି. bbox=[274, 1635, 506, 1650]
bda-item: 5. Nature of Work: Civil Construction Work, Electrical Work, PH & Sanitation Work and other related installation work. bbox=[773, 373, 1086, 397]
revenue-para4: ଉକ୍ତ ଅଧିସୂଚନା ପ୍ରକାଶ ପରେ କୌଣସି ଜମିର କ୍ରୟ ବିକ୍ରୟ, ହସ୍ତାନ୍ତର (ବନ୍ଧକ) କିମ୍ବା ଉକ୍ତ ଭୂମି ସମ୍ପର୍କରେ କୌଣସି କାରବାର ଜିଲ୍ଲାପାଳଙ୍କ ପୂର୍ବାନୁମୋଦନ ବିନା କରାଯାଇପାରିବ ନାହିଁ । bbox=[49, 1515, 731, 1541]
table-row: ୫୧/୮ ରୟତି ୬୯୩ ୦.୦୬ ୦.୦୬ ଶାରଦ ଦୁଇ ସନ୍ତୋଷ କୁମାର ବେହେରା, ପି.- ନରେନ୍ଦ୍ର ବେହେରା, ଜା: ଲକ୍ଷ୍ମୀନାରାୟଣ ଗୋଲା, ବା: ନିରଞ୍ଜୀ bbox=[753, 1763, 1448, 1778]
table-row: ୨୫ ରୟତି ୨୯ ୦.୬୨ ୦.୦୩ ଶାରଦ ଦୁଇ କାଳିପଦ ଦାସ, ପି.- କାଶୀନାଥ ଦାସ, ଜା: ଲକ୍ଷ୍ମୀନାରାୟଣ ଗୋଲା, ବା: ନିରଞ୍ଜୀ bbox=[753, 1298, 1448, 1313]
osac-title2: CENTRE, BHUBANESWAR bbox=[1152, 161, 1404, 183]
cmyk-mark-right-low: C M Y K bbox=[1482, 1734, 1494, 1782]
story-arrest bbox=[400, 124, 734, 206]
zss-phone: Phone No. 06852-252064, email: nhmkpt@gmail.com bbox=[439, 296, 695, 308]
osac-table bbox=[1116, 317, 1440, 437]
table-row: 6. Class of Contractor 'D' Class to 'A' Class bbox=[1117, 896, 1440, 914]
table-row: ୨୦ ରୟତି ୩୧ ୦.୩୨ ୦.୦୨ ଶାରଦ ଦୁଇ ନରେନ୍ଦ୍ର ବେହେରା, ପି.- କାନ୍ଦୁ ବେହେରା, ବୃନ୍ଦାବନ ବେହେରା, ପ୍ରହ୍ଲାଦ ବେହେରା, ଗୋଲକ ମଣି ବେହେରା, ପି.- ଭିକାରୀ ବେହେରା, ସୁରେଶ ବେହେରା, ପି.- କାନ୍ଦୁ ବେହେରା, ଜା: ଗୋଲା bbox=[753, 1258, 1448, 1283]
zss-banner: SHORT TENDER CALL NOTICE bbox=[405, 326, 729, 353]
ad-deogarh-horticulture bbox=[216, 600, 736, 1128]
cmyk-mark-left-mid: C M Y K bbox=[4, 1039, 16, 1087]
page-letter: ୮ bbox=[1390, 33, 1419, 96]
list-item: ୪. ସାମାଜିକ ପ୍ରଭାବ ମୂଲ୍ୟାୟନର ସାରାଂଶ – ଉକ୍ତ ପ୍ରକଳ୍ପ ପାଇଁ ପ୍ରଯୁଜ୍ୟ ନୁହେଁ । bbox=[49, 1409, 379, 1421]
story-forest-day-photo bbox=[38, 171, 396, 371]
revenue-para3: ଉକ୍ତ ଭୂମିର ଏକ ନକ୍ସା ଭୂ-ଅର୍ଜନ ଅଧିକାରୀ, ବାରିପଦା, ସୁବର୍ଣ୍ଣରେଖା ଜଳସେଚନ ପ୍ରକଳ୍ପ, ବାରିପଦାଙ୍କ କାର୍ଯ୍ୟାଳୟରେ ଏବଂ ତହସିଲ କାର୍ଯ୍ୟାଳୟରେ ଉପଲବ୍ଧ ଅଛି, ଯାହା କାର୍ଯ୍ୟ ଦିବସମାନଙ୍କରେ ଦେଖାଯାଇପାରିବ । ଏହି ବିଜ୍ଞପ୍ତି ପ୍ରକାଶନ ତାରିଖରୁ ୬୦ ଦିନ ମଧ୍ୟରେ ଆପତ୍ତି ଦାଖଲ କରାଯାଇପାରିବ । bbox=[49, 1487, 731, 1513]
table-row: 3. No of work 7 Nos bbox=[1117, 818, 1440, 836]
table-row: ୫୧/୪ ରୟତି ୩୧୦/୩୫୮ ୦.୨୦ ୦.୦୫ ଶାରଦ ଦୁଇ ମାଧବ କୁମାର ବେହେରା, ପି.- ପଦ୍ମଲୋଚନ ବେହେରା, ଜା: ଗୋଲା, ବା: ପାନମାଳିଆ bbox=[753, 1703, 1448, 1718]
table-row: ୨୮ ରୟତି ୨୬୩ ୦.୫୨ ୦.୨୨ ଶାରଦ ଦୁଇ କୈଳାସ ଖିଲା, ଲକ୍ଷ୍ମୀଧର ଖିଲା, ପି.- ନରସିଂହ ଖିଲା, ଜା: ଲକ୍ଷ୍ମୀନାରାୟଣ ଗୋଲା, ବା: ନିରଞ୍ଜୀ bbox=[753, 1353, 1448, 1368]
deogarh-ref: 01003/11/0001/1718 bbox=[223, 925, 318, 936]
bda-item: 6. Date & time of availability of BID document: Dt.22.03.2018 to Dt.19.04.2018, Time 10.00 AM to 01.00PM. bbox=[773, 399, 1085, 422]
revenue-no: No.: XXI-55: bbox=[49, 1298, 118, 1310]
table-row: 4. Value of Tender Rs. 12,61,041.00 to Rs. 47,85,563.00 (To be paid online) bbox=[1117, 836, 1440, 879]
ad-osac bbox=[1108, 136, 1448, 582]
table-row: ୨୯୭ ୦.୭୦ ୦.୦୬ ଶାରଦ ଦୁଇ bbox=[753, 1613, 1448, 1628]
zss-notice-no: No. 696-E:- bbox=[405, 356, 474, 369]
ophwc-line: e-Procurement Notice No.-40 / SE/21/OPHWC/2017-18 bbox=[1134, 701, 1422, 713]
list-item: ୫. ପୁନର୍ବାସ ଓ ଥଇଥାନ ପାଇଁ ନିଯୁକ୍ତ ପ୍ରଶାସକଙ୍କ ବିବରଣୀ – ଉପ-ଜିଲ୍ଲାପାଳ, ବାରିପଦା । bbox=[49, 1423, 403, 1435]
rws-fax: Fax :- (06752) 251276 E-mail:-eerwss_puri@nic.in bbox=[822, 690, 1022, 700]
osac-body: No.CAD-1122: Sealed tenders are invited for CAMC of Computer & Hardware for the office at Bhubaneswar from bonafide IT Hardware Manufacturers/ Service Providers with established set up in the serviceable reach of the above location. Bidding agencies should have Technical & Financial capabilities along with adequate experience in the concerned field. bbox=[1116, 232, 1440, 312]
revenue-sign: ସ୍ୱା./- ଅଭୟ କୁମାର ନାୟକ, ଯୁଗ୍ମ ଶାସନ ସଚିବ bbox=[284, 1592, 496, 1606]
table-row: ୪୦ ରୟତି ୨୯୬ ୦.୮୮ ୦.୦୩ ଶାରଦ ଦୁଇ ହରେକୃଷ୍ଣ ଖିଲା, କୃଷ୍ଣଚନ୍ଦ୍ର ଖିଲା, ରାମଚନ୍ଦ୍ର ଖିଲା, ପୂର୍ଣ୍ଣଚନ୍ଦ୍ର ଖିଲା, ପି.- ଜଗନ୍ନାଥ ଖିଲା, କୈଳାସ ଖିଲା, ବାଇଧର ଖିଲା, ପି.- ଗୋବିନ୍ଦ ଖିଲା, ତାରା ଖିଲା, ପି.- ନରସିଂହ ଖିଲା, ପ୍ରତିମା ଖିଲା, ସ୍ୱା.- ନରସିଂହ ଖିଲା, ଜା: ଲକ୍ଷ୍ମୀନାରାୟଣ ଗୋଲା, ବା: ନିରଞ୍ଜୀ bbox=[753, 1578, 1448, 1613]
table-row: ୩୨ ରୟତି ୬୬ ୦.୨୨ ୦.୦୬ ଶାରଦ ଦୁଇ ରାମଚନ୍ଦ୍ର ଖିଲା, ପି.- ଜଗନ୍ନାଥ ଖିଲା, ଜା: ଲକ୍ଷ୍ମୀନାରାୟଣ ଗୋଲା, ବା: ନିରଞ୍ଜୀ bbox=[753, 1413, 1448, 1428]
bda-item: 4. Period of Completion: 180 Days bbox=[773, 360, 927, 371]
story-forest-day bbox=[38, 124, 396, 532]
table-row: ୯୫ ୦.୬୬ ୦.୦୬ ଶାରଦ ଏକ bbox=[753, 1548, 1448, 1563]
